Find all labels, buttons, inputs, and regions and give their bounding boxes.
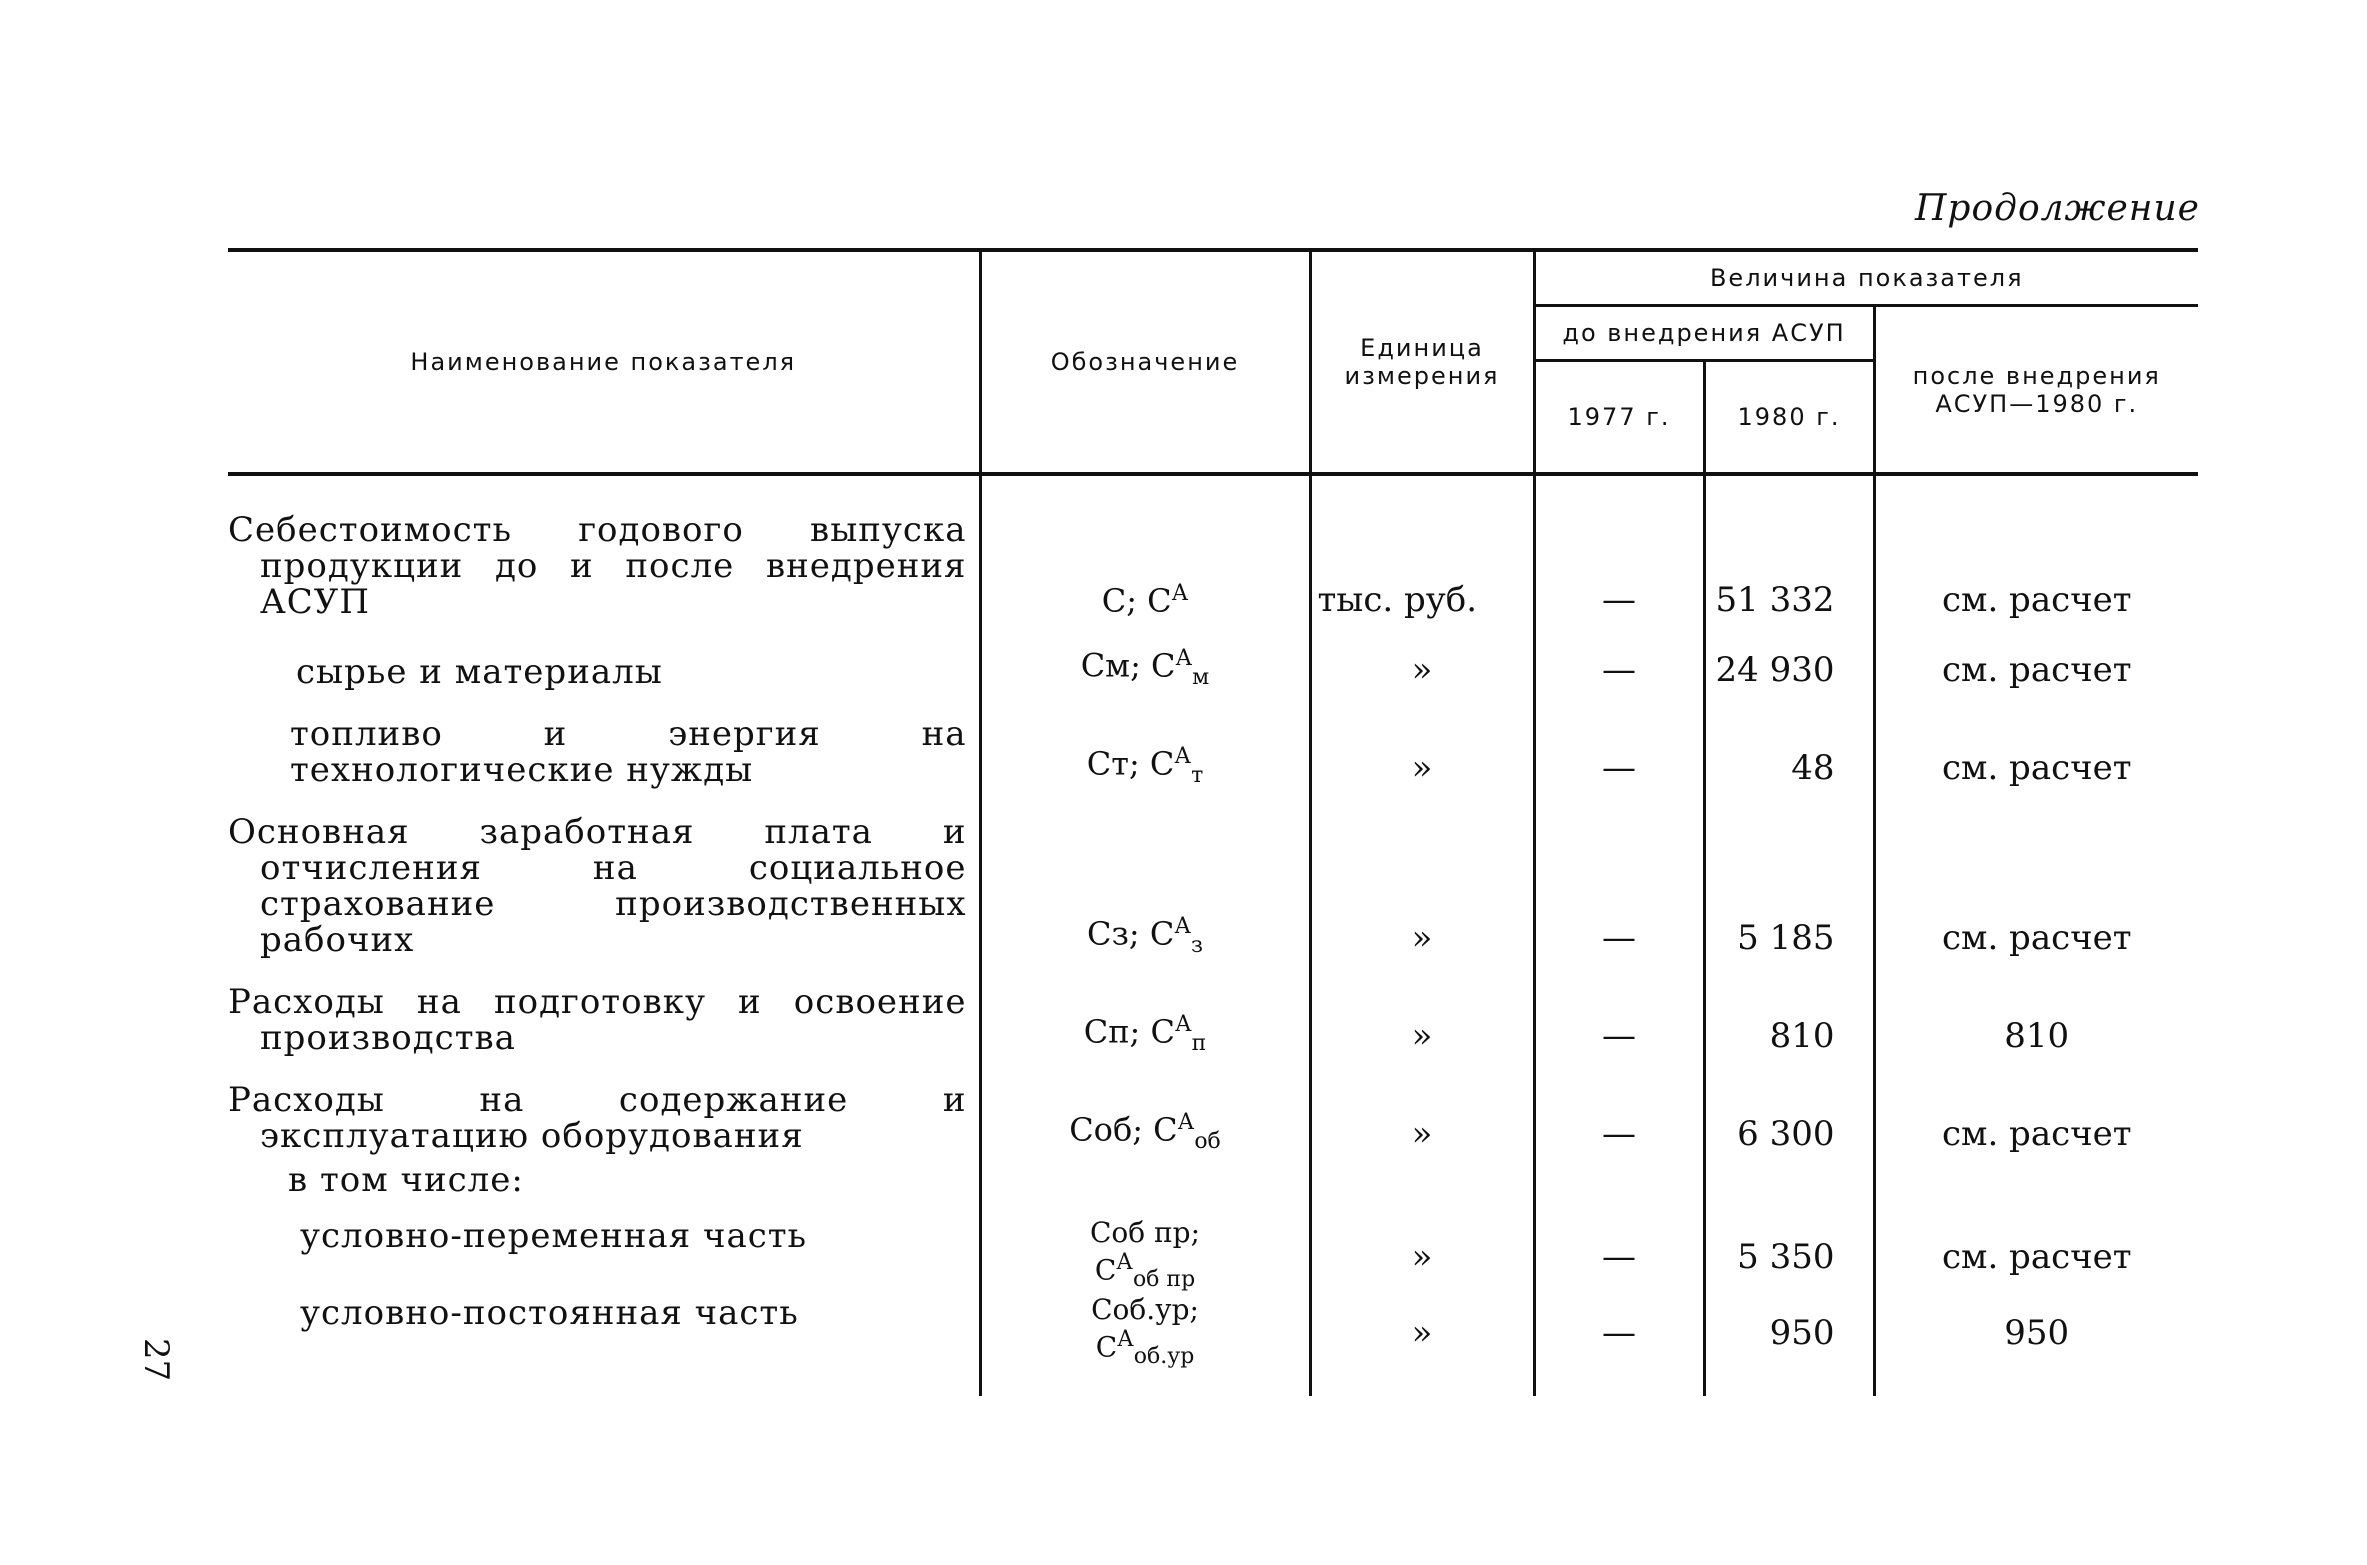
row-1977: — (1534, 1295, 1704, 1396)
row-name: топливо и энергия на технологические нужды (290, 714, 967, 791)
row-unit: » (1310, 1198, 1534, 1295)
row-1980: 24 930 (1704, 620, 1874, 690)
indicators-table (228, 248, 2198, 1396)
row-name: условно-переменная часть (300, 1216, 808, 1257)
row-name: Основная заработная плата и отчисления на социальное страхование производственных рабочих (228, 812, 967, 961)
row-name: условно-постоянная часть (300, 1292, 799, 1333)
row-unit: » (1310, 690, 1534, 788)
table-row (228, 1295, 2198, 1396)
row-symbol: Cм; $С^А_м$ (980, 620, 1310, 690)
row-symbol: Соб; $С^А_{об}$ (980, 1056, 1310, 1154)
header-after: после внедрения АСУП—1980 г. (1874, 306, 2198, 475)
row-1977: — (1534, 958, 1704, 1056)
row-symbol: Cоб пр; $C^А_{об пр}$ (980, 1198, 1310, 1295)
row-1980: 48 (1704, 690, 1874, 788)
page-number: 27 (136, 1338, 176, 1382)
row-symbol: Сп; $С^А_п$ (980, 958, 1310, 1056)
row-symbol: Ст; $С^А_т$ (980, 690, 1310, 788)
row-1980: 810 (1704, 958, 1874, 1056)
header-value: Величина показателя (1534, 250, 2198, 306)
row-symbol: С; $С^А$ (980, 474, 1310, 620)
row-1977: — (1534, 1056, 1704, 1154)
row-after: см. расчет (1874, 788, 2198, 958)
table-row (228, 1056, 2198, 1154)
header-designation: Обозначение (980, 250, 1310, 474)
table-row (228, 620, 2198, 690)
row-1977: — (1534, 788, 1704, 958)
row-1980: 950 (1704, 1295, 1874, 1396)
row-name: сырье и материалы (296, 652, 663, 693)
row-1977: — (1534, 690, 1704, 788)
header-name: Наименование показателя (228, 250, 980, 474)
row-1977: — (1534, 1198, 1704, 1295)
table-row (228, 1154, 2198, 1198)
row-1980: 5 185 (1704, 788, 1874, 958)
table-row (228, 958, 2198, 1056)
row-unit: » (1310, 1056, 1534, 1154)
row-name: Расходы на содержание и эксплуатацию оборудования (228, 1080, 967, 1157)
row-unit: » (1310, 1295, 1534, 1396)
row-after: см. расчет (1874, 1198, 2198, 1295)
row-name: Себестоимость годового выпуска продукции до и после внедрения АСУП (228, 510, 967, 622)
table-row (228, 1198, 2198, 1295)
table-row (228, 690, 2198, 788)
row-1980: 51 332 (1704, 474, 1874, 620)
row-after: см. расчет (1874, 1056, 2198, 1154)
row-1977: — (1534, 474, 1704, 620)
row-1977: — (1534, 620, 1704, 690)
row-symbol: Сз; $С^А_з$ (980, 788, 1310, 958)
row-subheading: в том числе: (288, 1160, 524, 1201)
row-name: Расходы на подготовку и освоение производства (228, 982, 967, 1059)
row-unit: тыс. руб. (1310, 474, 1534, 620)
continuation-label: Продолжение (1915, 188, 2200, 229)
header-1977: 1977 г. (1534, 361, 1704, 475)
header-before: до внедрения АСУП (1534, 306, 1874, 361)
row-after: см. расчет (1874, 620, 2198, 690)
row-after: см. расчет (1874, 474, 2198, 620)
table-header (228, 250, 2198, 474)
row-symbol: Cоб.ур; $C^А_{об.ур}$ (980, 1295, 1310, 1396)
row-after: см. расчет (1874, 690, 2198, 788)
row-unit: » (1310, 620, 1534, 690)
header-1980: 1980 г. (1704, 361, 1874, 475)
row-after: 950 (1874, 1295, 2198, 1396)
row-unit: » (1310, 788, 1534, 958)
row-unit: » (1310, 958, 1534, 1056)
row-1980: 6 300 (1704, 1056, 1874, 1154)
row-after: 810 (1874, 958, 2198, 1056)
table-row (228, 788, 2198, 958)
table-body (228, 474, 2198, 1396)
row-1980: 5 350 (1704, 1198, 1874, 1295)
table-row (228, 474, 2198, 620)
header-unit: Единица измерения (1310, 250, 1534, 474)
